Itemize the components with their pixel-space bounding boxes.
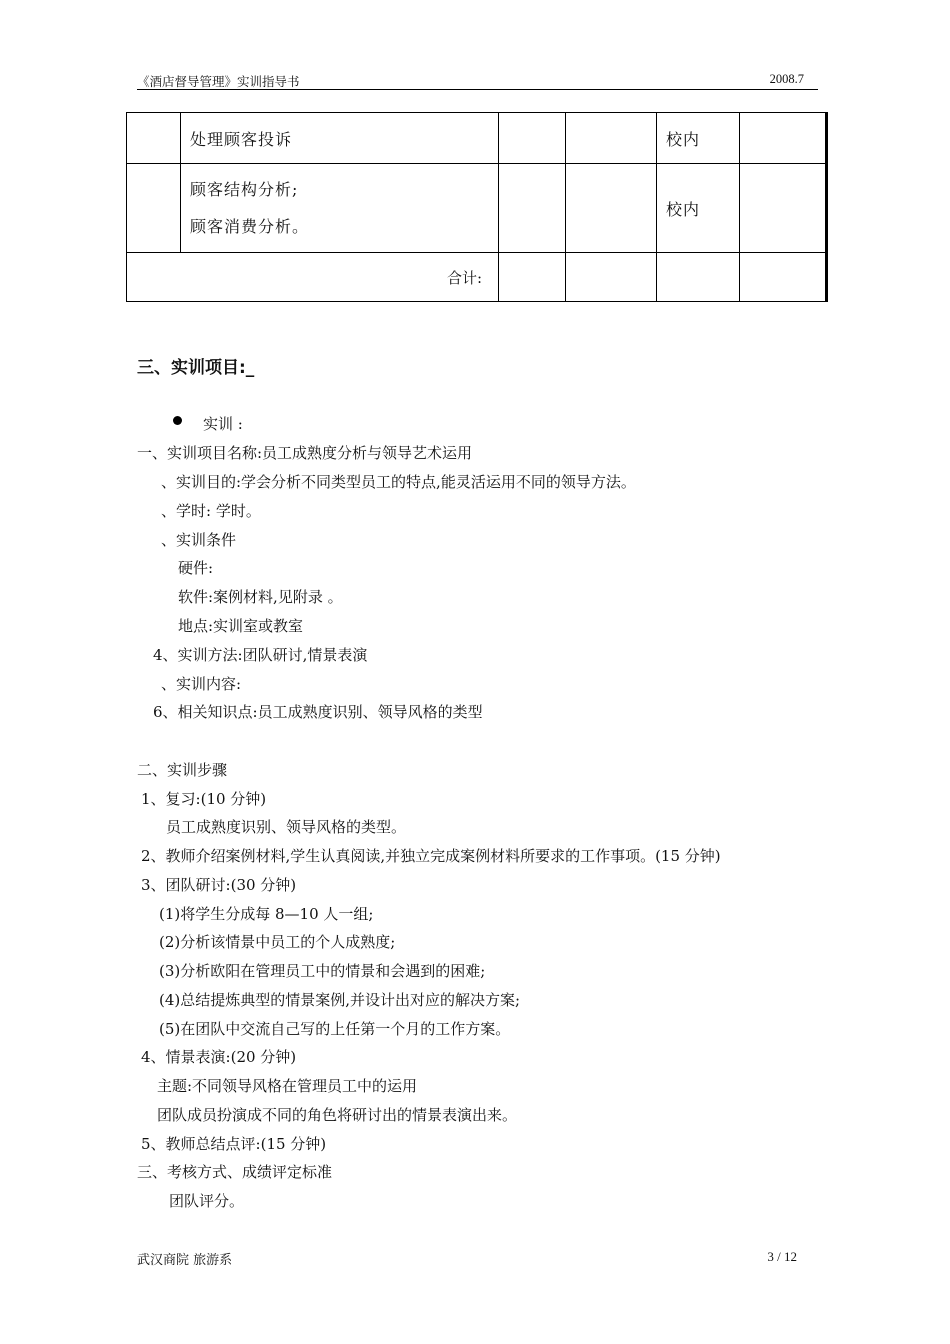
header-date: 2008.7: [769, 72, 804, 86]
text-line: 4、实训方法:团队研讨,情景表演: [153, 646, 368, 664]
text-line: (5)在团队中交流自己写的上任第一个月的工作方案。: [159, 1020, 511, 1038]
table-row: [127, 164, 827, 253]
text-line: 1、复习:(10 分钟): [141, 790, 267, 808]
bullet-label: 实训 :: [203, 415, 243, 433]
training-table: [126, 112, 828, 302]
table-cell-empty: [566, 113, 657, 164]
text-line: 、实训目的:学会分析不同类型员工的特点,能灵活运用不同的领导方法。: [161, 473, 636, 491]
text-line: 员工成熟度识别、领导风格的类型。: [166, 818, 407, 836]
bullet-icon: [173, 416, 182, 425]
content-line: 顾客消费分析。: [190, 217, 310, 236]
table-total-row: [127, 253, 827, 302]
header-title: 《酒店督导管理》实训指导书: [137, 74, 300, 89]
table-cell-empty: [740, 164, 827, 253]
text-line: 软件:案例材料,见附录 。: [178, 588, 343, 606]
text-line: 4、情景表演:(20 分钟): [141, 1048, 297, 1066]
table-cell-index: [127, 113, 181, 164]
page-header: [137, 72, 818, 90]
text-line: 主题:不同领导风格在管理员工中的运用: [157, 1077, 418, 1095]
table-cell-content: 处理顾客投诉: [181, 113, 499, 164]
page-number: 3 / 12: [767, 1249, 797, 1264]
footer-org: 武汉商院 旅游系: [137, 1253, 233, 1268]
table-cell-empty: [499, 253, 566, 302]
page-footer: [137, 1249, 797, 1268]
text-line: 5、教师总结点评:(15 分钟): [141, 1135, 327, 1153]
table-cell-empty: [566, 253, 657, 302]
text-line: 三、考核方式、成绩评定标准: [137, 1163, 333, 1181]
table-cell-empty: [566, 164, 657, 253]
table-cell-empty: [740, 253, 827, 302]
text-line: 6、相关知识点:员工成熟度识别、领导风格的类型: [153, 703, 483, 721]
text-line: (3)分析欧阳在管理员工中的情景和会遇到的困难;: [159, 962, 486, 980]
table-cell-empty: [499, 113, 566, 164]
table-cell-location: 校内: [657, 164, 740, 253]
table-cell-empty: [740, 113, 827, 164]
text-line: 3、团队研讨:(30 分钟): [141, 876, 297, 894]
text-line: (2)分析该情景中员工的个人成熟度;: [159, 933, 396, 951]
text-line: 二、实训步骤: [137, 761, 228, 779]
table-cell-empty: [657, 253, 740, 302]
text-line: (1)将学生分成每 8—10 人一组;: [159, 905, 374, 923]
text-line: 、实训内容:: [161, 675, 242, 693]
text-line: 2、教师介绍案例材料,学生认真阅读,并独立完成案例材料所要求的工作事项。(15 分钟): [141, 847, 721, 865]
total-label: 合计:: [127, 253, 499, 302]
text-line: 团队评分。: [169, 1192, 245, 1210]
table-cell-location: 校内: [657, 113, 740, 164]
text-line: 地点:实训室或教室: [178, 617, 304, 635]
text-line: (4)总结提炼典型的情景案例,并设计出对应的解决方案;: [159, 991, 521, 1009]
section-title: 三、实训项目:_: [137, 358, 255, 378]
text-line: 硬件:: [178, 559, 214, 577]
text-line: 、学时: 学时。: [161, 502, 261, 520]
text-line: 一、实训项目名称:员工成熟度分析与领导艺术运用: [137, 444, 473, 462]
table-cell-index: [127, 164, 181, 253]
table-cell-content: [181, 164, 499, 253]
table-row: [127, 113, 827, 164]
text-line: 、实训条件: [161, 531, 237, 549]
content-line: 顾客结构分析;: [190, 180, 299, 199]
table-cell-empty: [499, 164, 566, 253]
text-line: 团队成员扮演成不同的角色将研讨出的情景表演出来。: [157, 1106, 518, 1124]
